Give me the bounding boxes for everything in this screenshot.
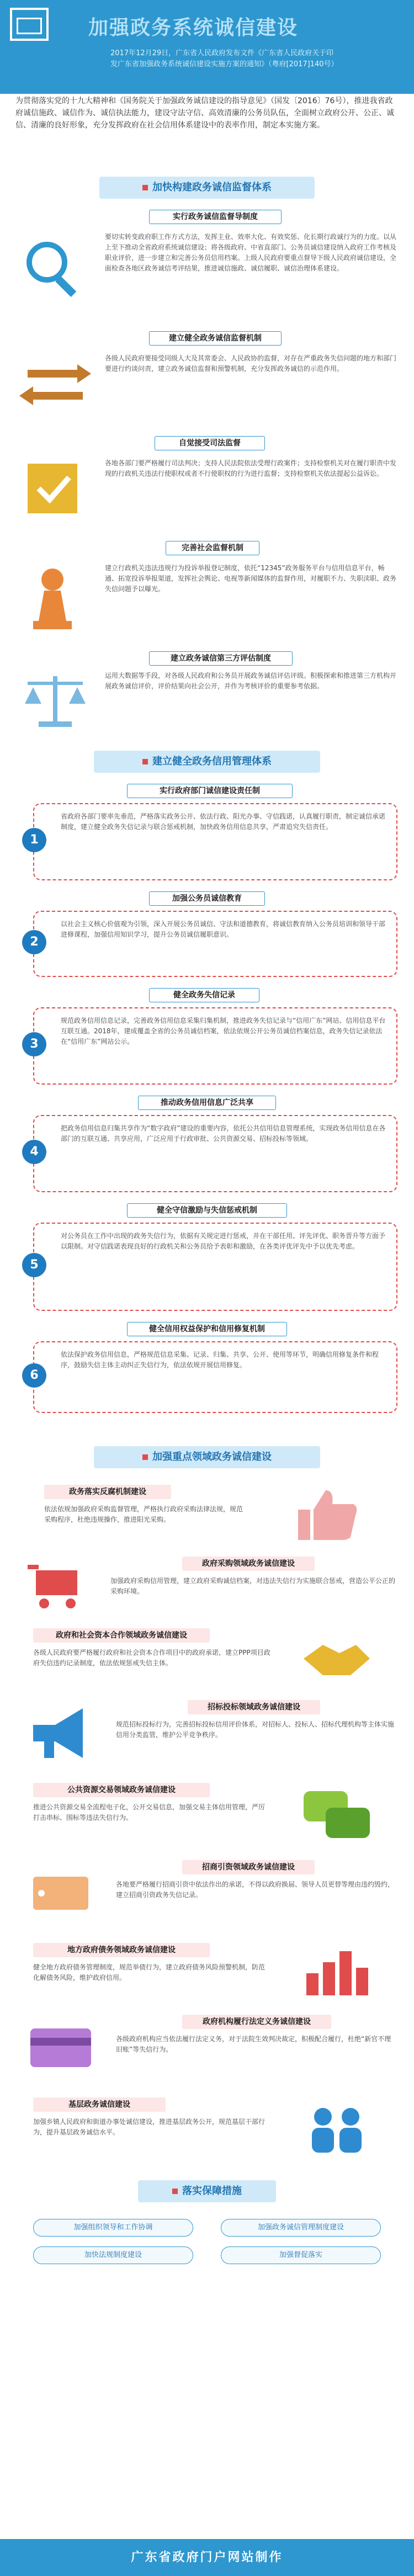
checkbox-icon [22, 458, 83, 519]
sub-title-third-party-evaluation: 建立政务诚信第三方评估制度 [149, 651, 293, 666]
step-number-badge: 4 [22, 1140, 46, 1164]
step-number-badge: 1 [22, 828, 46, 852]
section-banner-safeguards [138, 2180, 276, 2202]
sub-paragraph: 把政务信用信息归集共享作为“数字政府”建设的重要内容，依托公共信用信息管理系统，实现政务信用信息在各部门的互联互通、共享应用，广泛应用于行政审批、公共资源交易、招标投标等领域。 [61, 1124, 386, 1143]
document-reference-line: 发广东省加强政务系统诚信建设实施方案的通知》（粤府[2017]140号） [110, 60, 338, 68]
sub-title-civil-servant-education: 加强公务员诚信教育 [149, 891, 265, 906]
step-number-badge: 6 [22, 1363, 46, 1388]
bar-chart-icon [298, 1940, 375, 2001]
sub-paragraph: 规范招标投标行为，完善招标投标信用评价体系，对招标人、投标人、招标代理机构等主体实施信用分类监管，维护公平竞争秩序。 [116, 1720, 395, 1739]
section-title: 加快构建政务诚信监督体系 [152, 182, 272, 193]
sub-title-legal-obligations: 政府机构履行法定义务诚信建设 [182, 2015, 331, 2029]
section-flag-icon [142, 1454, 148, 1460]
step-number-badge: 5 [22, 1253, 46, 1277]
sub-title-grassroots: 基层政务诚信建设 [33, 2097, 166, 2112]
section-title: 加强重点领域政务诚信建设 [152, 1451, 272, 1463]
measure-organization-leadership: 加强组织领导和工作协调 [33, 2219, 193, 2237]
step-number-badge: 2 [22, 930, 46, 954]
section-banner-credit-management [94, 751, 320, 773]
handshake-icon [298, 1626, 375, 1686]
measure-supervision: 加强督促落实 [221, 2246, 381, 2264]
section-banner-key-areas [94, 1446, 320, 1468]
sub-paragraph: 各级政府机构应当依法履行法定义务，对于法院生效判决裁定，积极配合履行，杜绝“新官不理旧账”等失信行为。 [116, 2035, 391, 2053]
presentation-board-icon [10, 8, 49, 41]
section-title: 落实保障措施 [182, 2185, 242, 2197]
sub-paragraph: 各级人民政府要严格履行政府和社会资本合作项目中的政府承诺，建立PPP项目政府失信违约记录制度，依法依规惩戒失信主体。 [33, 1649, 270, 1667]
measure-credit-management-system: 加强政务诚信管理制度建设 [221, 2219, 381, 2237]
publish-date-line: 2017年12月29日，广东省人民政府发布文件《广东省人民政府关于印 [110, 49, 334, 57]
shopping-cart-icon [22, 1557, 88, 1612]
measure-regulation-building: 加快法规制度建设 [33, 2246, 193, 2264]
sub-paragraph: 依法依规加强政府采购监督管理，严格执行政府采购法律法规，规范采购程序，杜绝违规操作，推进阳光采购。 [44, 1505, 243, 1523]
sub-title-ppp: 政府和社会资本合作领域政务诚信建设 [33, 1628, 210, 1643]
sub-title-anticorruption: 政务落实反腐机制建设 [44, 1485, 171, 1499]
section-flag-icon [142, 759, 148, 764]
sub-title-government-procurement: 政府采购领域政务诚信建设 [182, 1557, 315, 1571]
sub-paragraph: 各级人民政府要接受同级人大及其常委会、人民政协的监督，对存在严重政务失信问题的地方和部门要进行约谈问责，建立政务诚信监督和预警机制，充分发挥政务诚信的示范作用。 [105, 354, 397, 373]
sub-paragraph: 规范政务信用信息记录，完善政务信用信息采集归集机制，推进政务失信记录与“信用广东”网站、信用信息平台互联互通。2018年，建成覆盖全省的公务员诚信档案，依法依规公开公务员诚信档案信息，政务失信记录依法在“信用广东”网站公示。 [61, 1017, 386, 1045]
page-title: 加强政务系统诚信建设 [88, 17, 299, 39]
sub-title-supervision-system: 实行政务诚信监督导制度 [149, 210, 282, 224]
chess-pawn-icon [22, 563, 83, 635]
sub-paragraph: 省政府各部门要率先垂范，严格落实政务公开、依法行政、阳光办事、守信践诺，认真履行职责，制定诚信承诺制度，建立健全政务失信记录与联合惩戒机制，加快政务信用信息共享，严肃追究失信责任。 [61, 812, 386, 831]
sub-title-investment-attraction: 招商引资领域政务诚信建设 [182, 1860, 315, 1874]
sub-title-judicial-supervision: 自觉接受司法监督 [155, 436, 265, 450]
sub-title-bidding: 招标投标领域政务诚信建设 [188, 1700, 320, 1714]
sub-paragraph: 健全地方政府债务管理制度，规范举债行为，建立政府债务风险预警机制，防范化解债务风险，维护政府信用。 [33, 1963, 266, 1982]
page-header [0, 0, 414, 94]
section-flag-icon [172, 2189, 178, 2194]
sub-paragraph: 要切实转变政府职工作方式方法，发挥主业、效率大化、有效奖惩、化长期行政诚行为的力度。以从上至下推动全省政府系统诚信建设；将各级政府、中省直部门、公务员诚信建设纳入政府工作考核及职业评价，进一步建立和完善公务员信用档案。上级人民政府要重点督导下级人民政府诚信建设，全面检查各地区政务诚信考评结果，推进诚信施政、诚信履职、诚信治理体系建设。 [105, 233, 397, 272]
sub-paragraph: 加强政府采购信用管理，建立政府采购诚信档案，对违法失信行为实施联合惩戒，营造公平公正的采购环境。 [110, 1577, 396, 1595]
sub-paragraph: 各地要严格履行招商引资中依法作出的承诺，不得以政府换届、领导人员更替等理由违约毁约，建立招商引资政务失信记录。 [116, 1881, 395, 1899]
sub-paragraph: 以社会主义核心价值观为引领，深入开展公务员诚信、守法和道德教育，将诚信教育纳入公务员培训和领导干部进修课程，加强信用知识学习，提升公务员诚信履职意识。 [61, 920, 386, 938]
sub-title-supervision-mechanism: 建立健全政务诚信监督机制 [149, 331, 282, 346]
sub-title-credit-repair: 健全信用权益保护和信用修复机制 [127, 1322, 287, 1336]
section-flag-icon [142, 185, 148, 190]
megaphone-icon [22, 1700, 99, 1766]
scales-icon [17, 671, 94, 731]
sub-paragraph: 推进公共资源交易全流程电子化，公开交易信息，加强交易主体信用管理，严厉打击串标、围标等违法失信行为。 [33, 1803, 266, 1821]
sub-paragraph: 对公务员在工作中出现的政务失信行为，依据有关规定进行惩戒，并在干部任用、评先评优、职务晋升等方面予以限制。对守信践诺表现良好的行政机关和公务员给予表彰和激励，在各类评优评先中予以优先考虑。 [61, 1232, 386, 1250]
sub-title-social-supervision: 完善社会监督机制 [166, 541, 259, 555]
credit-card-icon [22, 2015, 99, 2081]
sub-title-reward-punishment: 健全守信激励与失信惩戒机制 [127, 1203, 287, 1218]
sale-tag-icon [22, 1860, 99, 1926]
magnifier-icon [17, 232, 94, 298]
footer-credit: 广东省政府门户网站制作 [0, 2539, 414, 2576]
chat-bubbles-icon [298, 1783, 375, 1844]
section-banner-supervision [99, 177, 315, 199]
section-title: 建立健全政务信用管理体系 [152, 756, 272, 767]
sub-paragraph: 运用大数据等手段，对各级人民政府和公务员开展政务诚信评估评级。积极探索和推进第三方机构开展政务诚信评价，评价结果向社会公开，并作为考核评价的重要参考依据。 [105, 672, 397, 690]
sub-paragraph: 各地各部门要严格履行司法判决；支持人民法院依法受理行政案件；支持检察机关对在履行职责中发现的行政机关违法行使职权或者不行使职权的行为进行监督；支持检察机关依法提起公益诉讼。 [105, 459, 397, 477]
sub-title-information-sharing: 推动政务信用信息广泛共享 [138, 1096, 276, 1110]
intro-paragraph: 为贯彻落实党的十九大精神和《国务院关于加强政务诚信建设的指导意见》（国发〔2016〕76号），推进我省政府诚信施政、诚信作为、诚信执法能力，建设守法守信、高效清廉的公务员队伍，全面树立政府公开、公正、诚信、清廉的良好形象，充分发挥政府在社会信用体系建设中的表率作用，制定本实施方案。 [15, 97, 394, 130]
sub-paragraph: 建立行政机关违法违规行为投诉举报登记制度，依托“12345”政务服务平台与信用信息平台，畅通、拓宽投诉举报渠道，发挥社会舆论、电视等新闻媒体的监督作用，对履职不力、失职渎职、政务失信问题予以曝光。 [105, 564, 397, 593]
sub-title-public-resource-trading: 公共资源交易领域政务诚信建设 [33, 1783, 210, 1797]
exchange-arrows-icon [17, 353, 94, 414]
people-group-icon [298, 2097, 375, 2158]
sub-title-government-debt: 地方政府债务领域政务诚信建设 [33, 1943, 210, 1957]
step-number-badge: 3 [22, 1032, 46, 1056]
sub-title-dishonesty-records: 健全政务失信记录 [149, 988, 259, 1002]
sub-paragraph: 加强乡镇人民政府和街道办事处诚信建设，推进基层政务公开，规范基层干部行为，提升基层政务诚信水平。 [33, 2118, 266, 2136]
sub-paragraph: 依法保护政务信用信息，严格规范信息采集、记录、归集、共享、公开、使用等环节，明确信用修复条件和程序，鼓励失信主体主动纠正失信行为，依法依规开展信用修复。 [61, 1351, 379, 1369]
sub-title-department-responsibility: 实行政府部门诚信建设责任制 [127, 784, 293, 798]
thumbs-up-icon [287, 1485, 364, 1545]
